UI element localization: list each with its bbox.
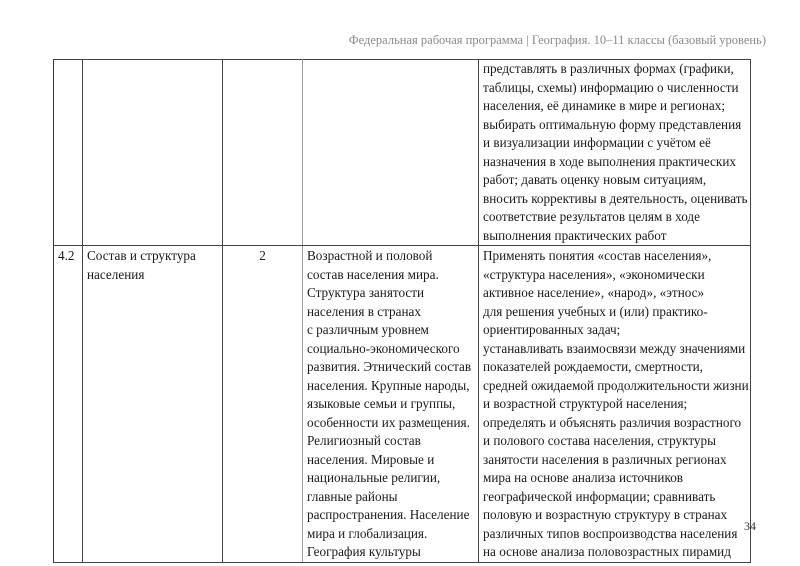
table-row (54, 246, 751, 563)
activity-line: и визуализации информации с учётом её (483, 135, 711, 150)
activity-line: «структура населения», «экономически (483, 266, 705, 282)
content-line: населения в странах (307, 303, 421, 319)
activity-line: активное население», «народ», «этнос» (483, 285, 705, 300)
activity-line: представлять в различных формах (графики, (483, 61, 734, 76)
topic-line: населения (87, 266, 145, 282)
content-line: особенности их размещения. (307, 414, 470, 430)
content-line: социально-экономического (307, 340, 460, 356)
content-line: языковые семьи и группы, (307, 396, 456, 411)
content-cell (303, 60, 479, 246)
topic-cell (83, 246, 223, 563)
hours-cell: 2 (223, 246, 303, 563)
content-line: Возрастной и половой (307, 248, 433, 263)
activity-line: географической информации; сравнивать (483, 488, 716, 504)
activities-cell (479, 60, 751, 246)
content-cell (303, 246, 479, 563)
row-number-cell: 4.2 (54, 246, 83, 563)
content-line: Религиозный состав (307, 433, 421, 448)
activity-line: определять и объяснять различия возрастного (483, 414, 742, 430)
row-number-cell (54, 60, 83, 246)
hours-cell (223, 60, 303, 246)
activity-line: и возрастной структурой населения; (483, 396, 688, 411)
activity-line: и полового состава населения, структуры (483, 433, 716, 448)
content-line: развития. Этнический состав (307, 359, 472, 374)
topic-cell (83, 60, 223, 246)
activity-line: мира на основе анализа источников (483, 470, 684, 485)
activity-line: соответствие результатов целям в ходе (483, 209, 700, 224)
topic-line: Состав и структура (87, 248, 196, 263)
content-line: состав населения мира. (307, 266, 439, 282)
content-line: Структура занятости (307, 285, 425, 300)
content-line: населения. Крупные народы, (307, 377, 470, 393)
curriculum-table (53, 59, 751, 563)
activity-line: Применять понятия «состав населения», (483, 248, 712, 263)
activity-line: работ; давать оценку новым ситуациям, (483, 172, 707, 187)
activity-line: занятости населения в различных регионах (483, 451, 727, 467)
content-line: главные районы (307, 488, 398, 504)
activity-line: для решения учебных и (или) практико- (483, 303, 708, 319)
activity-line: выполнения практических работ (483, 227, 667, 243)
activity-line: ориентированных задач; (483, 322, 621, 337)
activity-line: половую и возрастную структуру в странах (483, 507, 728, 522)
activity-line: различных типов воспроизводства населения (483, 525, 738, 541)
page-number: 34 (744, 519, 756, 533)
activity-line: назначения в ходе выполнения практических (483, 153, 736, 169)
content-line: мира и глобализация. (307, 525, 428, 541)
content-line: национальные религии, (307, 470, 441, 485)
content-line: населения. Мировые и (307, 451, 435, 467)
content-line: География культуры (307, 544, 421, 559)
activities-cell (479, 246, 751, 563)
table-row (54, 60, 751, 246)
activity-line: устанавливать взаимосвязи между значениями (483, 340, 746, 356)
activity-line: показателей рождаемости, смертности, (483, 359, 703, 374)
content-line: распространения. Население (307, 507, 470, 522)
activity-line: средней ожидаемой продолжительности жизни (483, 377, 749, 393)
activity-line: таблицы, схемы) информацию о численности (483, 79, 739, 95)
content-line: с различным уровнем (307, 322, 429, 337)
activity-line: населения, её динамике в мире и регионах; (483, 98, 725, 113)
running-header: Федеральная рабочая программа | География. 10–11 классы (базовый уровень) (348, 33, 766, 47)
activity-line: выбирать оптимальную форму представления (483, 116, 742, 132)
activity-line: на основе анализа половозрастных пирамид (483, 544, 731, 559)
activity-line: вносить коррективы в деятельность, оценивать (483, 190, 748, 206)
